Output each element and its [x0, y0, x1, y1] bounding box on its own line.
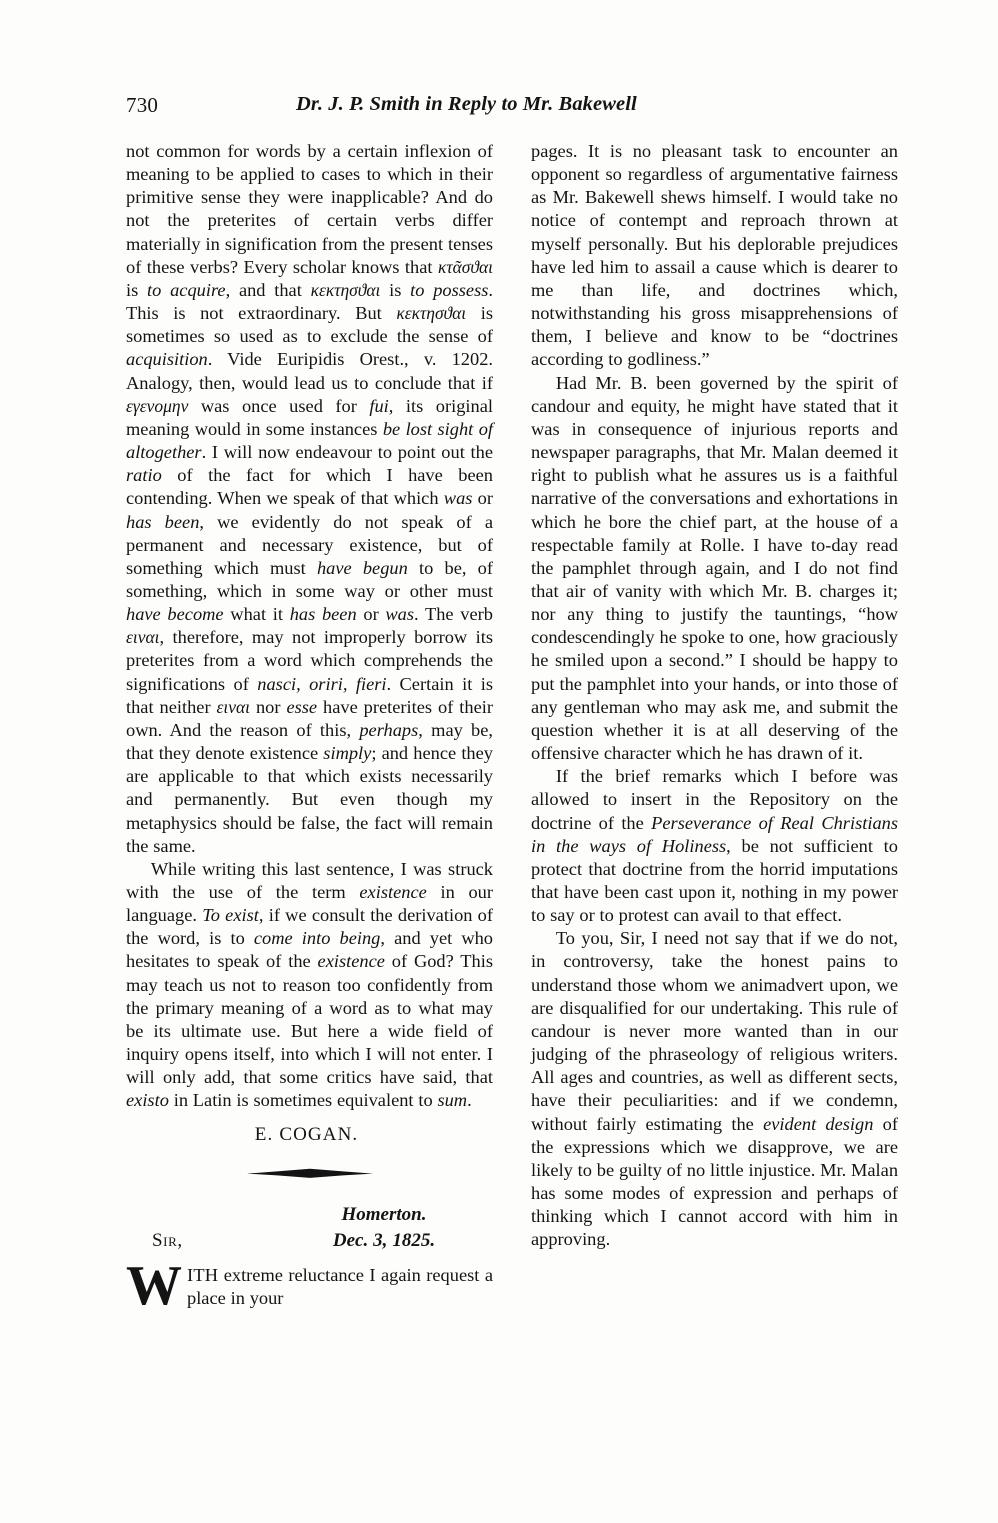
text-run: Had Mr. B. been governed by the spirit of candour and equity, he might have stated that it was in consequence of injurious reports and newspaper paragraphs, that Mr. Malan deemed it right to publish what he assures us is a faithful narrative of the conversations and exhortations in which he bore the chief part, at the house of a respectable family at Rolle. I have to-day read the pamphlet through again, and I do not find that air of vanity with which Mr. B. charges it; nor any thing to justify the tauntings, “how condescendingly he spoke to one, how graciously he smiled upon a second.” I should be happy to put the pamphlet into your hands, or into those of any gentleman who may ask me, and submit the question whether it is at all deserving of the offensive character which he has drawn of it.	[531, 372, 898, 764]
italic-phrase: nasci, oriri, fieri	[257, 673, 387, 694]
italic-phrase: has been	[289, 604, 357, 625]
letter-salutation: Sir,	[152, 1229, 183, 1251]
italic-phrase: sum	[437, 1090, 468, 1111]
page-folio-number: 730	[126, 93, 159, 117]
paragraph	[531, 927, 898, 1251]
text-run: While writing this last sentence, I was struck with the use of the term	[126, 858, 493, 902]
greek-word: κτᾶσϑαι	[437, 256, 493, 277]
italic-phrase: to acquire	[147, 279, 226, 300]
italic-phrase: existence	[359, 882, 427, 902]
right-column-paragraphs	[531, 140, 898, 1252]
paragraph	[126, 140, 493, 858]
italic-phrase: acquisition	[126, 349, 208, 370]
greek-word: εγενομην	[126, 395, 189, 416]
paragraph	[126, 858, 493, 1113]
running-head	[0, 93, 998, 121]
italic-phrase: evident design	[763, 1113, 874, 1134]
text-run: . Certain it is that neither	[126, 673, 493, 717]
text-run: what it	[223, 604, 290, 625]
italic-phrase: to possess	[410, 279, 489, 300]
italic-phrase: fui	[369, 395, 389, 416]
drop-cap-letter: W	[126, 1254, 182, 1317]
letter-opening	[126, 1254, 493, 1322]
greek-word: κεκτησϑαι	[396, 303, 467, 324]
text-run: , therefore, may not improperly borrow its preterites from a word which comprehends the significations of	[126, 627, 493, 694]
text-run: have preterites of their own. And the reason of this,	[126, 696, 493, 740]
italic-phrase: has been	[126, 511, 200, 532]
article-signature: E. COGAN.	[254, 1123, 359, 1145]
left-column-paragraphs	[126, 140, 493, 1113]
body-columns	[126, 140, 898, 1470]
italic-phrase: come into being	[253, 928, 381, 949]
italic-phrase: perhaps	[359, 719, 419, 740]
text-run: of God? This may teach us not to reason too confidently from the primary meaning of a word as to what may be its ultimate use. But here a wide field of inquiry opens itself, into which I will not enter. I will only add, that some critics have said, that	[126, 951, 493, 1088]
swelled-rule-ornament	[126, 1160, 493, 1186]
text-run: or	[356, 604, 386, 625]
italic-phrase: have become	[126, 604, 224, 625]
greek-word: ειναι	[126, 627, 160, 648]
italic-phrase: have begun	[316, 557, 408, 578]
italic-phrase: esse	[286, 696, 318, 717]
italic-phrase: To exist	[202, 905, 259, 926]
paragraph	[531, 372, 898, 766]
text-run: . The verb	[414, 604, 493, 625]
greek-word: κεκτησϑαι	[310, 279, 381, 300]
text-run: or	[472, 488, 493, 509]
text-run: , if we consult the derivation of the word, is to	[126, 905, 494, 949]
text-run: . This is not extraordinary. But	[126, 279, 493, 324]
italic-phrase: was	[443, 488, 473, 509]
text-run: to be, of something, which in some way or other must	[126, 557, 493, 601]
text-run: nor	[250, 696, 287, 717]
text-run: in Latin is sometimes equivalent to	[168, 1090, 438, 1111]
text-run: . I will now endeavour to point out the	[201, 442, 493, 463]
italic-phrase: ratio	[126, 465, 162, 486]
text-run: , we evidently do not speak of a permanent and necessary existence, but of something which must	[126, 511, 493, 578]
text-run: , and yet who hesitates to speak of the	[126, 928, 493, 972]
letter-place-date	[279, 1202, 489, 1254]
paragraph	[531, 140, 898, 372]
text-run: is	[126, 279, 148, 300]
greek-word: ειναι	[216, 696, 251, 717]
italic-phrase: be lost sight of altogether	[126, 418, 493, 463]
italic-phrase: existo	[126, 1090, 169, 1111]
text-run: , and that	[225, 279, 311, 300]
text-run: , may be, that they denote existence	[126, 719, 494, 764]
text-run: pages. It is no pleasant task to encounter an opponent so regardless of argumentative fairness as Mr. Bakewell shews himself. I would take no notice of contempt and reproach thrown at myself personally. But his deplorable prejudices have led him to assail a cause which is dearer to me than life, and doctrines which, notwithstanding his gross misapprehensions of them, I believe and know to be “doctrines according to godliness.”	[531, 141, 898, 370]
text-run: .	[467, 1090, 472, 1111]
text-run: . Vide Euripidis Orest., v. 1202. Analogy, then, would lead us to conclude that if	[126, 349, 493, 393]
text-run: If the brief remarks which I before was allowed to insert in the Repository on the doctrine of the	[531, 766, 898, 833]
text-run: of the fact for which I have been contending. When we speak of that which	[126, 465, 493, 509]
letter-place: Homerton.	[341, 1203, 427, 1225]
running-title: Dr. J. P. Smith in Reply to Mr. Bakewell	[296, 93, 637, 115]
text-run: is	[380, 279, 411, 300]
text-run: ; and hence they are applicable to that which exists necessarily and permanently. But even though my metaphysics should be false, the fact will remain the same.	[126, 743, 493, 856]
text-run: , be not sufficient to protect that doctrine from the horrid imputations that have been cast upon it, nothing in my power to say or to protest can avail to that effect.	[531, 835, 898, 926]
letter-date: Dec. 3, 1825.	[332, 1229, 436, 1251]
italic-phrase: existence	[317, 951, 385, 972]
text-run: not common for words by a certain inflexion of meaning to be applied to cases to which in their primitive sense they were inapplicable? And do not the preterites of certain verbs differ materially in signification from the present tenses of these verbs? Every scholar knows that	[126, 141, 493, 277]
text-run: To you, Sir, I need not say that if we do not, in controversy, take the honest pains to understand those whom we animadvert upon, we are disqualified for our undertaking. This rule of candour is never more wanted than in our judging of the phraseology of religious writers. All ages and countries, as well as different sects, have their peculiarities: and if we condemn, without fairly estimating the	[531, 928, 898, 1134]
text-run: in our language.	[126, 882, 494, 926]
italic-phrase: Perseverance of Real Christians in the ways of Holiness	[531, 812, 898, 856]
italic-phrase: simply	[323, 743, 372, 764]
letter-opening-body: extreme reluctance I again request a place in your	[187, 1264, 493, 1308]
paragraph	[531, 765, 898, 927]
text-run: was once used for	[188, 395, 370, 416]
left-text-column	[126, 140, 493, 1322]
text-run: , its original meaning would in some instances	[126, 395, 493, 439]
text-run: of the expressions which we disapprove, we are likely to be guilty of no little injustice. Mr. Malan has some modes of expression and perhaps of thinking which I cannot accord with him in approving.	[531, 1113, 899, 1250]
text-run: is sometimes so used as to exclude the sense of	[126, 303, 493, 347]
letter-opening-caps: ITH	[187, 1264, 219, 1285]
right-text-column	[531, 140, 898, 1252]
italic-phrase: was	[385, 604, 415, 625]
